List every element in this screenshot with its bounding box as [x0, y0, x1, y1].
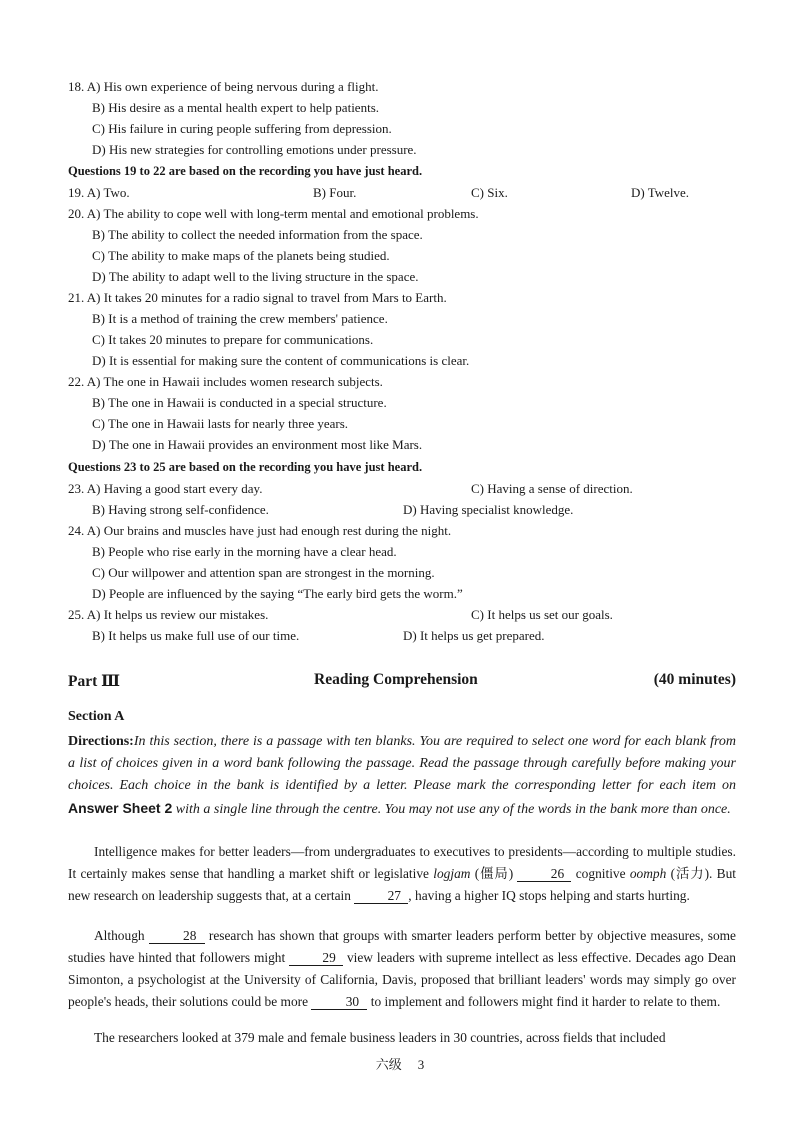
- q23-option-c: C) Having a sense of direction.: [471, 481, 633, 496]
- q25-row-2: [92, 628, 736, 644]
- part-label: Part Ⅲ: [68, 673, 121, 690]
- directions-text: In this section, there is a passage with ten blanks. You are required to select one word for each blank from a list of choices given in a word bank following the passage. Read the passage through carefully before making your choices. Each choice in the bank is identified by a letter. Please mark the corresponding letter for each item on: [68, 734, 736, 793]
- q24-option-d: D) People are influenced by the saying “The early bird gets the worm.”: [92, 586, 463, 601]
- question-group-heading-2: Questions 23 to 25 are based on the recording you have just heard.: [68, 460, 423, 474]
- q19-option-b: B) Four.: [313, 185, 357, 200]
- q19-option-c: C) Six.: [471, 185, 508, 200]
- page-footer: [0, 1054, 800, 1073]
- q19-option-a: 19. A) Two.: [68, 185, 130, 200]
- q24-option-a: 24. A) Our brains and muscles have just had enough rest during the night.: [68, 523, 452, 538]
- passage-paragraph-3: The researchers looked at 379 male and female business leaders in 30 countries, across fields that included: [94, 1030, 666, 1045]
- q22-option-a: 22. A) The one in Hawaii includes women research subjects.: [68, 374, 383, 389]
- blank-30: 30: [311, 995, 367, 1010]
- p2-text: Although: [94, 928, 149, 943]
- q25-option-a: 25. A) It helps us review our mistakes.: [68, 607, 269, 622]
- p1-text-5: , having a higher IQ stops helping and starts hurting.: [408, 888, 690, 903]
- q18-option-c: C) His failure in curing people suffering from depression.: [92, 121, 392, 136]
- blank-26: 26: [517, 867, 571, 882]
- part-title: Reading Comprehension: [314, 671, 478, 688]
- q23-option-d: D) Having specialist knowledge.: [403, 502, 574, 517]
- p1-text: Intelligence makes for better leaders—from undergraduates to executives to presidents—according to multiple studies. It certainly makes sense that handling a market shift or legislative: [68, 844, 736, 881]
- part-heading: [68, 671, 736, 691]
- q18-option-b: B) His desire as a mental health expert to help patients.: [92, 100, 379, 115]
- p1-text-2: (僵局): [470, 866, 518, 881]
- passage-paragraph-1: [68, 841, 736, 907]
- q22-option-c: C) The one in Hawaii lasts for nearly three years.: [92, 416, 349, 431]
- q20-option-d: D) The ability to adapt well to the living structure in the space.: [92, 269, 419, 284]
- answer-sheet-ref: Answer Sheet 2: [68, 800, 173, 816]
- p1-oomph: oomph: [629, 866, 667, 881]
- blank-29: 29: [289, 951, 343, 966]
- q23-row-1: [68, 481, 736, 497]
- exam-level: 六级: [375, 1057, 402, 1072]
- q18-option-d: D) His new strategies for controlling emotions under pressure.: [92, 142, 417, 157]
- p2-text-3: view leaders with supreme intellect as less effective. Decades ago Dean Simonton, a psychologist at the University of California, Davis, proposed that brilliant leaders' words may simply go over people's heads, their solutions could be more: [68, 950, 736, 1009]
- blank-27: 27: [354, 889, 408, 904]
- question-group-heading: Questions 19 to 22 are based on the recording you have just heard.: [68, 164, 423, 178]
- q20-option-c: C) The ability to make maps of the planets being studied.: [92, 248, 390, 263]
- q23-row-2: [92, 502, 736, 518]
- q19-option-d: D) Twelve.: [631, 185, 690, 200]
- q25-option-b: B) It helps us make full use of our time.: [92, 628, 300, 643]
- part-time: (40 minutes): [653, 671, 736, 688]
- q22-option-b: B) The one in Hawaii is conducted in a special structure.: [92, 395, 387, 410]
- directions-label: Directions:: [68, 734, 134, 749]
- q18-option-a: 18. A) His own experience of being nervous during a flight.: [68, 79, 379, 94]
- q25-option-c: C) It helps us set our goals.: [471, 607, 613, 622]
- p2-text-4: to implement and followers might find it harder to relate to them.: [367, 994, 721, 1009]
- q21-option-b: B) It is a method of training the crew members' patience.: [92, 311, 388, 326]
- q25-row-1: [68, 607, 736, 623]
- q21-option-d: D) It is essential for making sure the content of communications is clear.: [92, 353, 470, 368]
- q20-option-b: B) The ability to collect the needed information from the space.: [92, 227, 423, 242]
- p2-text-2: research has shown that groups with smarter leaders perform better by objective measures, some studies have hinted that followers might: [68, 928, 737, 965]
- q21-option-c: C) It takes 20 minutes to prepare for communications.: [92, 332, 374, 347]
- q24-option-b: B) People who rise early in the morning have a clear head.: [92, 544, 397, 559]
- directions-text-2: with a single line through the centre. You may not use any of the words in the bank more than once.: [172, 802, 731, 817]
- passage-paragraph-2: [68, 925, 736, 1013]
- section-title: Section A: [68, 709, 125, 724]
- q21-option-a: 21. A) It takes 20 minutes for a radio signal to travel from Mars to Earth.: [68, 290, 447, 305]
- q19: [68, 185, 736, 201]
- blank-28: 28: [149, 929, 205, 944]
- p1-text-3: cognitive: [571, 866, 630, 881]
- q22-option-d: D) The one in Hawaii provides an environment most like Mars.: [92, 437, 423, 452]
- q25-option-d: D) It helps us get prepared.: [403, 628, 545, 643]
- q24-option-c: C) Our willpower and attention span are strongest in the morning.: [92, 565, 435, 580]
- p1-logjam: logjam: [433, 866, 471, 881]
- q23-option-b: B) Having strong self-confidence.: [92, 502, 269, 517]
- directions: [68, 731, 736, 821]
- p1-text-4: (活力). But new research on leadership suggests that, at a certain: [68, 866, 736, 903]
- q20-option-a: 20. A) The ability to cope well with long-term mental and emotional problems.: [68, 206, 479, 221]
- page-number: 3: [417, 1057, 425, 1072]
- q23-option-a: 23. A) Having a good start every day.: [68, 481, 263, 496]
